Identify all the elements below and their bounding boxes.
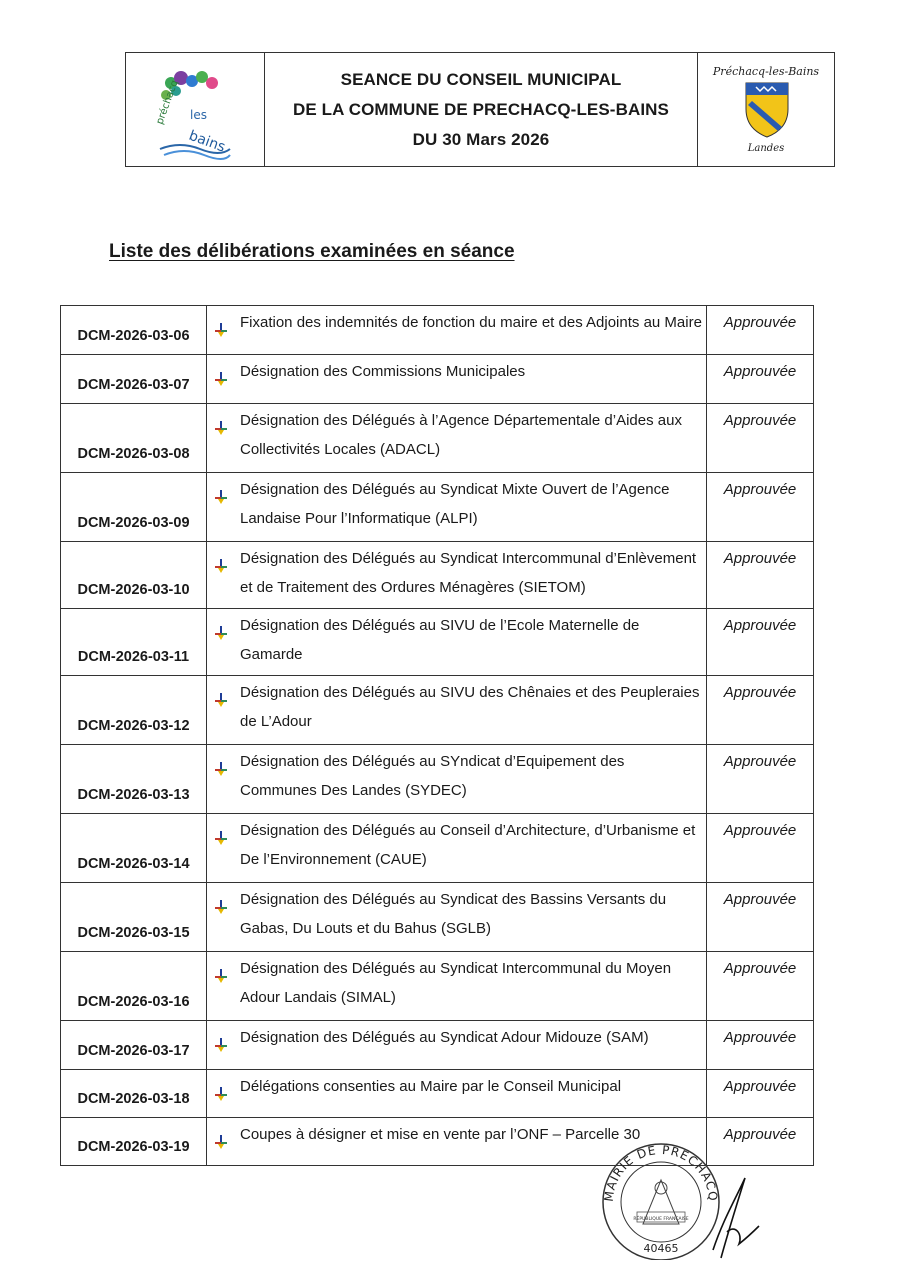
stamp-subtext: RÉPUBLIQUE FRANÇAISE — [633, 1217, 689, 1222]
arrow-bullet-icon — [215, 316, 240, 347]
arrow-bullet-icon — [215, 1080, 240, 1111]
document-header — [125, 52, 835, 167]
arrow-bullet-icon — [215, 1128, 240, 1159]
deliberation-code: DCM-2026-03-09 — [61, 473, 207, 542]
deliberation-status — [707, 676, 814, 745]
deliberation-text: Désignation des Délégués au Syndicat des Bassins Versants du Gabas, Du Louts et du Bahus (SGLB) — [240, 891, 667, 937]
status-label: Approuvée — [723, 753, 797, 770]
arrow-bullet-icon — [215, 619, 240, 650]
deliberation-text: Désignation des Délégués au SYndicat d’Equipement des Communes Des Landes (SYDEC) — [240, 753, 625, 799]
signature-scribble — [713, 1178, 759, 1258]
table-row — [61, 542, 814, 609]
deliberation-status — [707, 745, 814, 814]
crest-region: Landes — [747, 143, 785, 154]
deliberation-description — [207, 306, 707, 355]
status-label: Approuvée — [723, 1126, 797, 1143]
deliberation-code: DCM-2026-03-15 — [61, 883, 207, 952]
arrow-bullet-icon — [215, 755, 240, 786]
title-line-1: SEANCE DU CONSEIL MUNICIPAL — [340, 69, 622, 89]
svg-text:préchacq: préchacq — [154, 78, 181, 127]
table-row — [61, 952, 814, 1021]
deliberation-code: DCM-2026-03-11 — [61, 609, 207, 676]
status-label: Approuvée — [723, 1029, 797, 1046]
table-row — [61, 609, 814, 676]
deliberation-code: DCM-2026-03-13 — [61, 745, 207, 814]
mairie-stamp-icon — [595, 1140, 765, 1260]
arrow-bullet-icon — [215, 962, 240, 993]
deliberation-status — [707, 355, 814, 404]
deliberation-status — [707, 473, 814, 542]
deliberation-status — [707, 404, 814, 473]
deliberation-status — [707, 1021, 814, 1070]
stamp-text: MAIRIE DE PRECHACQ — [601, 1142, 721, 1203]
table-row — [61, 306, 814, 355]
deliberation-code: DCM-2026-03-17 — [61, 1021, 207, 1070]
arrow-bullet-icon — [215, 1031, 240, 1062]
svg-text:bains: bains — [186, 127, 228, 156]
deliberation-description — [207, 609, 707, 676]
table-row — [61, 473, 814, 542]
status-label: Approuvée — [723, 363, 797, 380]
commune-logo-icon — [126, 53, 264, 166]
deliberation-code: DCM-2026-03-06 — [61, 306, 207, 355]
status-label: Approuvée — [723, 314, 797, 331]
deliberation-code: DCM-2026-03-19 — [61, 1118, 207, 1166]
deliberation-status — [707, 306, 814, 355]
stamp-and-signature — [595, 1140, 765, 1260]
arrow-bullet-icon — [215, 893, 240, 924]
status-label: Approuvée — [723, 1078, 797, 1095]
deliberation-text: Désignation des Délégués au SIVU des Chênaies et des Peupleraies de L’Adour — [240, 684, 700, 730]
deliberation-code: DCM-2026-03-12 — [61, 676, 207, 745]
deliberation-code: DCM-2026-03-18 — [61, 1070, 207, 1118]
deliberation-text: Désignation des Délégués au Syndicat Intercommunal du Moyen Adour Landais (SIMAL) — [240, 960, 672, 1006]
deliberation-description — [207, 1070, 707, 1118]
arrow-bullet-icon — [215, 824, 240, 855]
table-row — [61, 1021, 814, 1070]
crest-commune-name: Préchacq-les-Bains — [712, 65, 820, 78]
table-row — [61, 404, 814, 473]
deliberation-text: Désignation des Délégués au SIVU de l’Ecole Maternelle de Gamarde — [240, 617, 640, 663]
status-label: Approuvée — [723, 960, 797, 977]
deliberation-text: Fixation des indemnités de fonction du maire et des Adjoints au Maire — [240, 314, 702, 331]
arrow-bullet-icon — [215, 365, 240, 396]
commune-crest — [698, 53, 834, 166]
arrow-bullet-icon — [215, 552, 240, 583]
deliberation-description — [207, 542, 707, 609]
meeting-title — [265, 53, 698, 166]
deliberation-description — [207, 1021, 707, 1070]
arrow-bullet-icon — [215, 483, 240, 514]
arrow-bullet-icon — [215, 414, 240, 445]
deliberation-description — [207, 814, 707, 883]
deliberation-code: DCM-2026-03-16 — [61, 952, 207, 1021]
status-label: Approuvée — [723, 822, 797, 839]
status-label: Approuvée — [723, 891, 797, 908]
deliberation-description — [207, 473, 707, 542]
deliberation-status — [707, 1070, 814, 1118]
deliberation-description — [207, 952, 707, 1021]
status-label: Approuvée — [723, 617, 797, 634]
deliberation-description — [207, 355, 707, 404]
deliberation-code: DCM-2026-03-14 — [61, 814, 207, 883]
deliberation-description — [207, 404, 707, 473]
arrow-bullet-icon — [215, 686, 240, 717]
deliberation-text: Désignation des Délégués au Syndicat Adour Midouze (SAM) — [240, 1029, 649, 1046]
deliberation-code: DCM-2026-03-07 — [61, 355, 207, 404]
deliberation-status — [707, 952, 814, 1021]
deliberation-status — [707, 883, 814, 952]
table-row — [61, 814, 814, 883]
deliberation-code: DCM-2026-03-08 — [61, 404, 207, 473]
title-line-3: DU 30 Mars 2026 — [412, 129, 550, 149]
status-label: Approuvée — [723, 684, 797, 701]
deliberation-text: Coupes à désigner et mise en vente par l’ONF – Parcelle 30 — [240, 1126, 641, 1143]
table-row — [61, 355, 814, 404]
deliberation-text: Désignation des Commissions Municipales — [240, 363, 526, 380]
deliberation-text: Désignation des Délégués au Syndicat Mixte Ouvert de l’Agence Landaise Pour l’Informatique (ALPI) — [240, 481, 670, 527]
deliberations-table — [60, 305, 814, 1166]
table-row — [61, 676, 814, 745]
deliberation-text: Délégations consenties au Maire par le Conseil Municipal — [240, 1078, 622, 1095]
table-row — [61, 883, 814, 952]
deliberation-text: Désignation des Délégués au Syndicat Intercommunal d’Enlèvement et de Traitement des Ordures Ménagères (SIETOM) — [240, 550, 697, 596]
table-row — [61, 745, 814, 814]
status-label: Approuvée — [723, 481, 797, 498]
deliberation-description — [207, 676, 707, 745]
deliberation-status — [707, 609, 814, 676]
coat-of-arms-icon — [744, 79, 790, 139]
deliberation-description — [207, 883, 707, 952]
deliberation-status — [707, 542, 814, 609]
deliberation-status — [707, 814, 814, 883]
deliberation-description — [207, 745, 707, 814]
deliberation-text: Désignation des Délégués au Conseil d’Architecture, d’Urbanisme et De l’Environnement (CAUE) — [240, 822, 696, 868]
deliberation-code: DCM-2026-03-10 — [61, 542, 207, 609]
title-line-2: DE LA COMMUNE DE PRECHACQ-LES-BAINS — [293, 99, 669, 119]
commune-logo — [126, 53, 265, 166]
svg-text:les: les — [190, 108, 207, 122]
table-row — [61, 1070, 814, 1118]
status-label: Approuvée — [723, 550, 797, 567]
deliberation-text: Désignation des Délégués à l’Agence Départementale d’Aides aux Collectivités Locales (ADACL) — [240, 412, 682, 458]
status-label: Approuvée — [723, 412, 797, 429]
section-title: Liste des délibérations examinées en séance — [109, 241, 515, 262]
stamp-postcode: 40465 — [643, 1242, 679, 1255]
